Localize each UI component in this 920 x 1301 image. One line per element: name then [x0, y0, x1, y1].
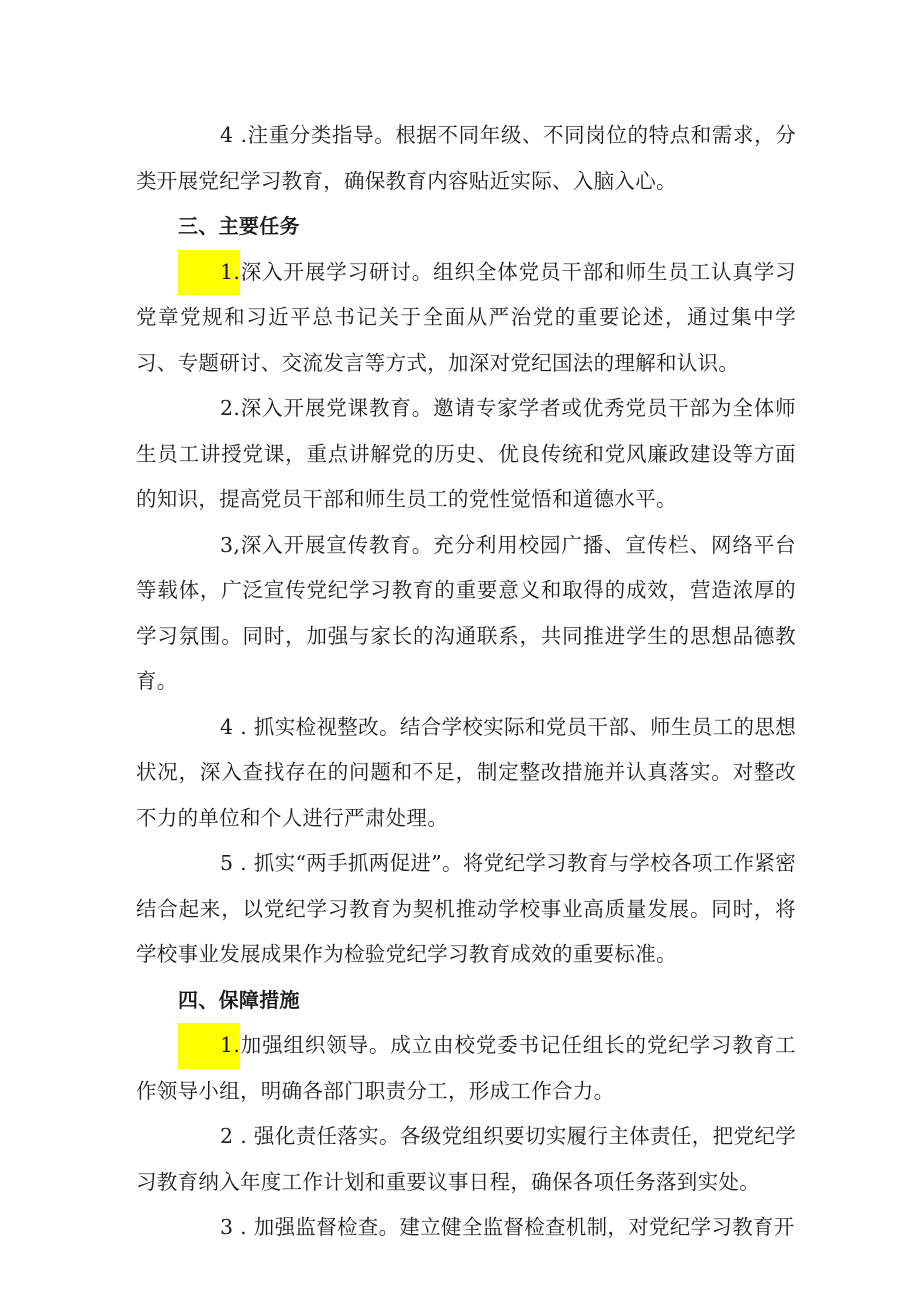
paragraph-text: . 加强监督检查。建立健全监督检查机制，对党纪学习教育开	[233, 1215, 795, 1239]
body-paragraph	[136, 1205, 796, 1251]
item-number: 3	[220, 1215, 234, 1239]
paragraph-text: 深入开展宣传教育。充分利用校园广播、宣传栏、网络平台等载体，广泛宣传党纪学习教育的重要意义和取得的成效，营造浓厚的学习氛围。同时，加强与家长的沟通联系，共同推进学生的思想品德教育。	[136, 532, 796, 693]
item-number: 4	[220, 714, 234, 739]
body-paragraph	[136, 113, 796, 204]
section-heading: 四、保障措施	[178, 987, 300, 1012]
document-body	[136, 113, 796, 1251]
highlighted-item-number: 1.	[178, 250, 240, 296]
highlighted-item-number: 1.	[178, 1023, 240, 1069]
paragraph-text: . 抓实检视整改。结合学校实际和党员干部、师生员工的思想状况，深入查找存在的问题和不足，制定整改措施并认真落实。对整改不力的单位和个人进行严肃处理。	[136, 714, 796, 830]
item-number: 2.	[220, 396, 241, 420]
body-paragraph	[136, 705, 796, 842]
body-paragraph	[136, 386, 796, 523]
paragraph-text: . 强化责任落实。各级党组织要切实履行主体责任，把党纪学习教育纳入年度工作计划和重要议事日程，确保各项任务落到实处。	[136, 1124, 796, 1194]
body-paragraph	[136, 250, 796, 387]
body-paragraph	[136, 841, 796, 978]
paragraph-text: .注重分类指导。根据不同年级、不同岗位的特点和需求，分类开展党纪学习教育，确保教育内容贴近实际、入脑入心。	[136, 123, 796, 193]
section-heading: 三、主要任务	[178, 214, 300, 238]
paragraph-text: 深入开展学习研讨。组织全体党员干部和师生员工认真学习党章党规和习近平总书记关于全面从严治党的重要论述，通过集中学习、专题研讨、交流发言等方式，加深对党纪国法的理解和认识。	[136, 259, 796, 375]
body-paragraph	[136, 523, 796, 705]
item-number: 2	[220, 1124, 234, 1148]
item-number: 4	[220, 123, 234, 147]
item-number: 5	[220, 851, 234, 875]
paragraph-text: 深入开展党课教育。邀请专家学者或优秀党员干部为全体师生员工讲授党课，重点讲解党的历史、优良传统和党风廉政建设等方面的知识，提高党员干部和师生员工的党性觉悟和道德水平。	[136, 396, 796, 511]
body-paragraph	[136, 1114, 796, 1205]
body-paragraph	[136, 1023, 796, 1114]
item-number: 3,	[220, 532, 241, 557]
paragraph-text: 加强组织领导。成立由校党委书记任组长的党纪学习教育工作领导小组，明确各部门职责分工，形成工作合力。	[136, 1033, 796, 1103]
paragraph-text: . 抓实“两手抓两促进”。将党纪学习教育与学校各项工作紧密结合起来，以党纪学习教育为契机推动学校事业高质量发展。同时，将学校事业发展成果作为检验党纪学习教育成效的重要标准。	[136, 851, 796, 966]
